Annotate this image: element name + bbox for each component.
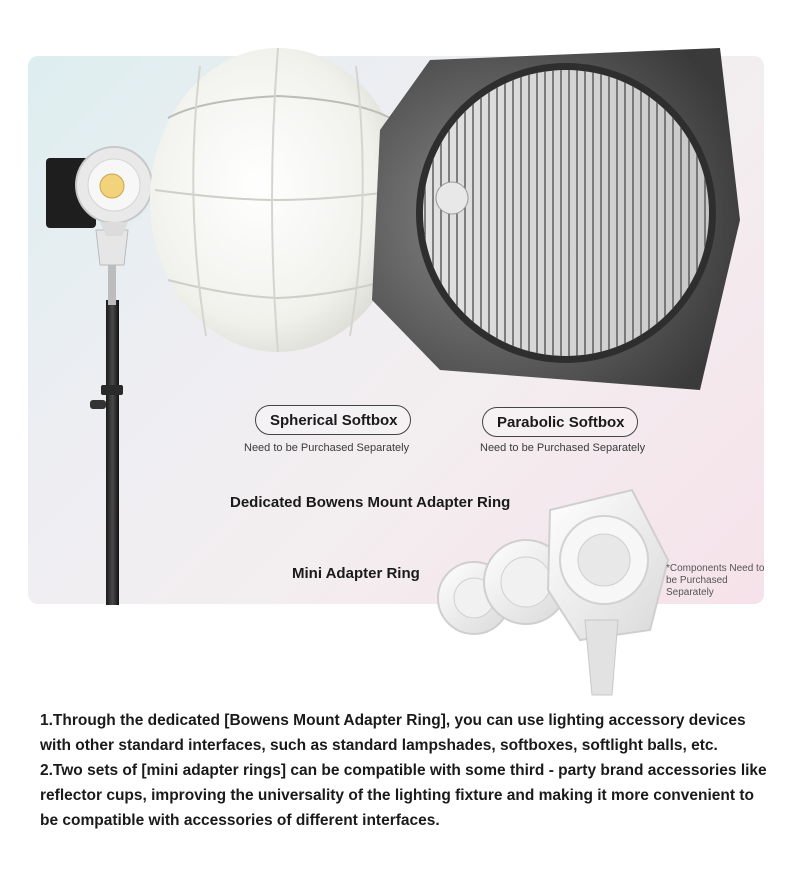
spherical-softbox-label: Spherical Softbox [255,405,411,435]
studio-light-icon [46,147,152,236]
bowens-ring-label: Dedicated Bowens Mount Adapter Ring [230,494,511,511]
light-stand-icon [90,230,128,605]
parabolic-softbox-label: Parabolic Softbox [482,407,638,437]
description-line-2: 2.Two sets of [mini adapter rings] can be compatible with some third - party brand accessories like reflector cups, improving the universality of the lighting fixture and making it more convenient to be compatible with accessories of different interfaces. [40,762,767,829]
mini-ring-label: Mini Adapter Ring [292,565,420,582]
description-text [40,708,770,833]
description-line-1: 1.Through the dedicated [Bowens Mount Adapter Ring], you can use lighting accessory devices with other standard interfaces, such as standard lampshades, softboxes, softlight balls, etc. [40,712,746,754]
parabolic-purchase-note: Need to be Purchased Separately [480,442,646,454]
components-note: *Components Need to be Purchased Separately [666,563,765,598]
parabolic-softbox-icon [372,48,740,390]
adapter-rings-icon [438,490,668,695]
spherical-purchase-note: Need to be Purchased Separately [244,442,410,454]
spherical-softbox-icon [150,48,406,352]
